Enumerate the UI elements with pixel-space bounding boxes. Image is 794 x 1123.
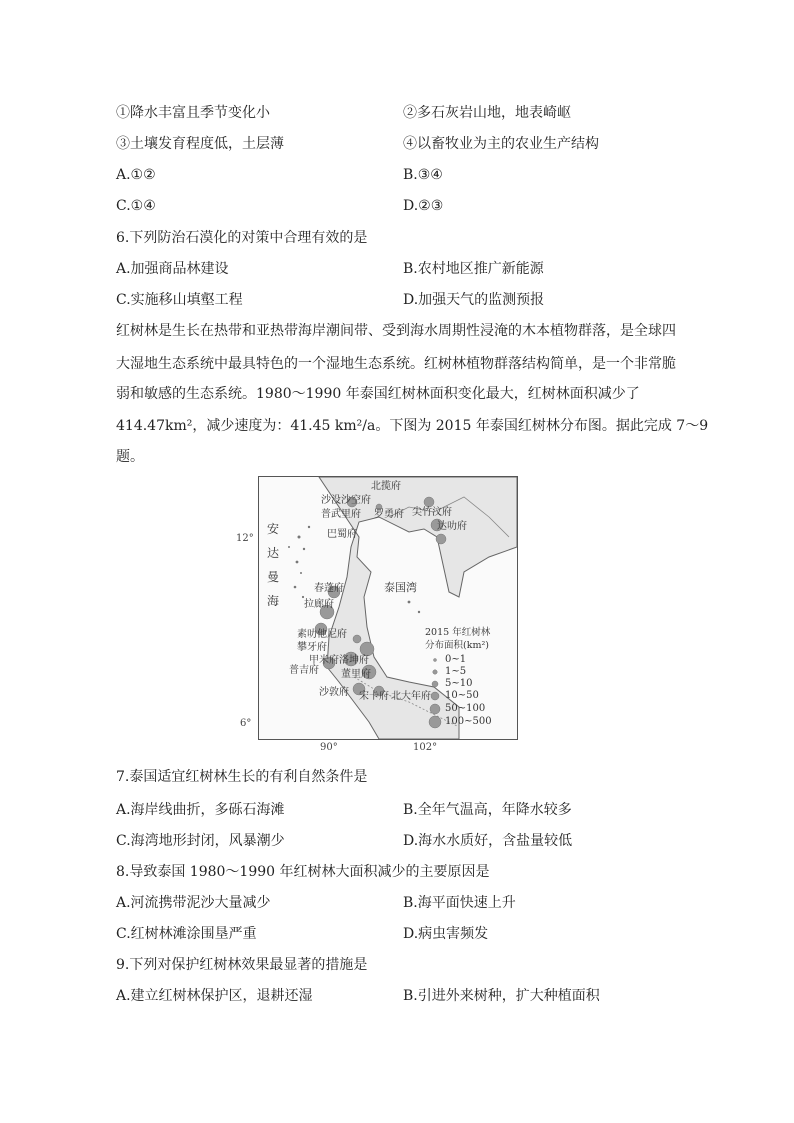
q6-option-b: B.农村地区推广新能源 [403, 261, 544, 277]
sea-label: 安达曼海 [267, 522, 280, 608]
province-label: 素叻他尼府 [297, 629, 347, 640]
q7-option-d: D.海水水质好，含盐量较低 [403, 833, 573, 849]
passage-line-5: 题。 [116, 449, 144, 465]
q8-option-a: A.河流携带泥沙大量减少 [116, 895, 271, 911]
q5-option-c: C.①④ [116, 198, 156, 214]
q8-option-b: B.海平面快速上升 [403, 895, 516, 911]
q6-option-d: D.加强天气的监测预报 [403, 292, 545, 308]
province-label: 洛坤府 [339, 655, 369, 666]
province-label: 普武里府 [321, 509, 361, 520]
q7-option-c: C.海湾地形封闭，风暴潮少 [116, 833, 285, 849]
q5-option-d: D.②③ [403, 198, 444, 214]
province-label: 达叻府 [437, 521, 467, 532]
q9-option-b: B.引进外来树种，扩大种植面积 [403, 988, 600, 1004]
province-label: 沙没沙空府 [321, 495, 371, 506]
passage-line-2: 大湿地生态系统中最具特色的一个湿地生态系统。红树林植物群落结构简单，是一个非常脆 [116, 356, 676, 372]
longitude-label: 90° [320, 742, 338, 753]
q8-option-d: D.病虫害频发 [403, 926, 489, 942]
province-label: 北揽府 [371, 481, 401, 492]
statement-1: ①降水丰富且季节变化小 [116, 105, 270, 121]
q7-option-b: B.全年气温高，年降水较多 [403, 802, 572, 818]
thailand-mangrove-map [258, 476, 518, 740]
province-label: 普吉府 [289, 665, 319, 676]
province-label: 北大年府 [391, 691, 431, 702]
province-label: 春蓬府 [314, 583, 344, 594]
legend-title: 2015 年红树林 [425, 627, 491, 638]
longitude-label: 102° [413, 742, 438, 753]
q8-stem: 8.导致泰国 1980～1990 年红树林大面积减少的主要原因是 [116, 864, 490, 880]
province-label: 攀牙府 [297, 642, 327, 653]
passage-line-3: 弱和敏感的生态系统。1980～1990 年泰国红树林面积变化最大，红树林面积减少了 [116, 386, 640, 402]
q6-stem: 6.下列防治石漠化的对策中合理有效的是 [116, 230, 368, 246]
statement-4: ④以畜牧业为主的农业生产结构 [403, 136, 599, 152]
legend-item: 5~10 [445, 678, 473, 689]
province-label: 尖竹汶府 [412, 507, 452, 518]
passage-line-1: 红树林是生长在热带和亚热带海岸潮间带、受到海水周期性浸淹的木本植物群落，是全球四 [116, 323, 676, 339]
q9-option-a: A.建立红树林保护区，退耕还湿 [116, 988, 313, 1004]
legend-item: 100~500 [445, 716, 492, 727]
q8-option-c: C.红树林滩涂围垦严重 [116, 926, 257, 942]
q6-option-a: A.加强商品林建设 [116, 261, 229, 277]
passage-line-4: 414.47km²，减少速度为：41.45 km²/a。下图为 2015 年泰国红树林分布图。据此完成 7～9 [116, 418, 709, 434]
latitude-label: 6° [240, 718, 252, 729]
q6-option-c: C.实施移山填壑工程 [116, 292, 243, 308]
islands [288, 526, 310, 598]
statement-3: ③土壤发育程度低，土层薄 [116, 136, 284, 152]
province-label: 沙敦府 [319, 687, 349, 698]
province-label: 拉廊府 [304, 599, 334, 610]
q7-option-a: A.海岸线曲折，多砾石海滩 [116, 802, 285, 818]
q9-stem: 9.下列对保护红树林效果最显著的措施是 [116, 957, 368, 973]
legend-item: 50~100 [445, 703, 486, 714]
province-label: 董里府 [341, 669, 371, 680]
province-label: 甲米府 [309, 655, 339, 666]
statement-2: ②多石灰岩山地，地表崎岖 [403, 105, 571, 121]
q5-option-a: A.①② [116, 167, 156, 183]
q7-stem: 7.泰国适宜红树林生长的有利自然条件是 [116, 769, 368, 785]
latitude-label: 12° [236, 533, 254, 544]
legend-item: 1~5 [445, 666, 467, 677]
legend-title: 分布面积(km²) [425, 640, 489, 651]
province-label: 罗勇府 [374, 509, 404, 520]
province-label: 宋卡府 [359, 691, 389, 702]
gulf-label: 泰国湾 [384, 581, 417, 594]
province-label: 巴蜀府 [327, 529, 357, 540]
q5-option-b: B.③④ [403, 167, 443, 183]
legend-item: 10~50 [445, 690, 479, 701]
legend-item: 0~1 [445, 654, 467, 665]
